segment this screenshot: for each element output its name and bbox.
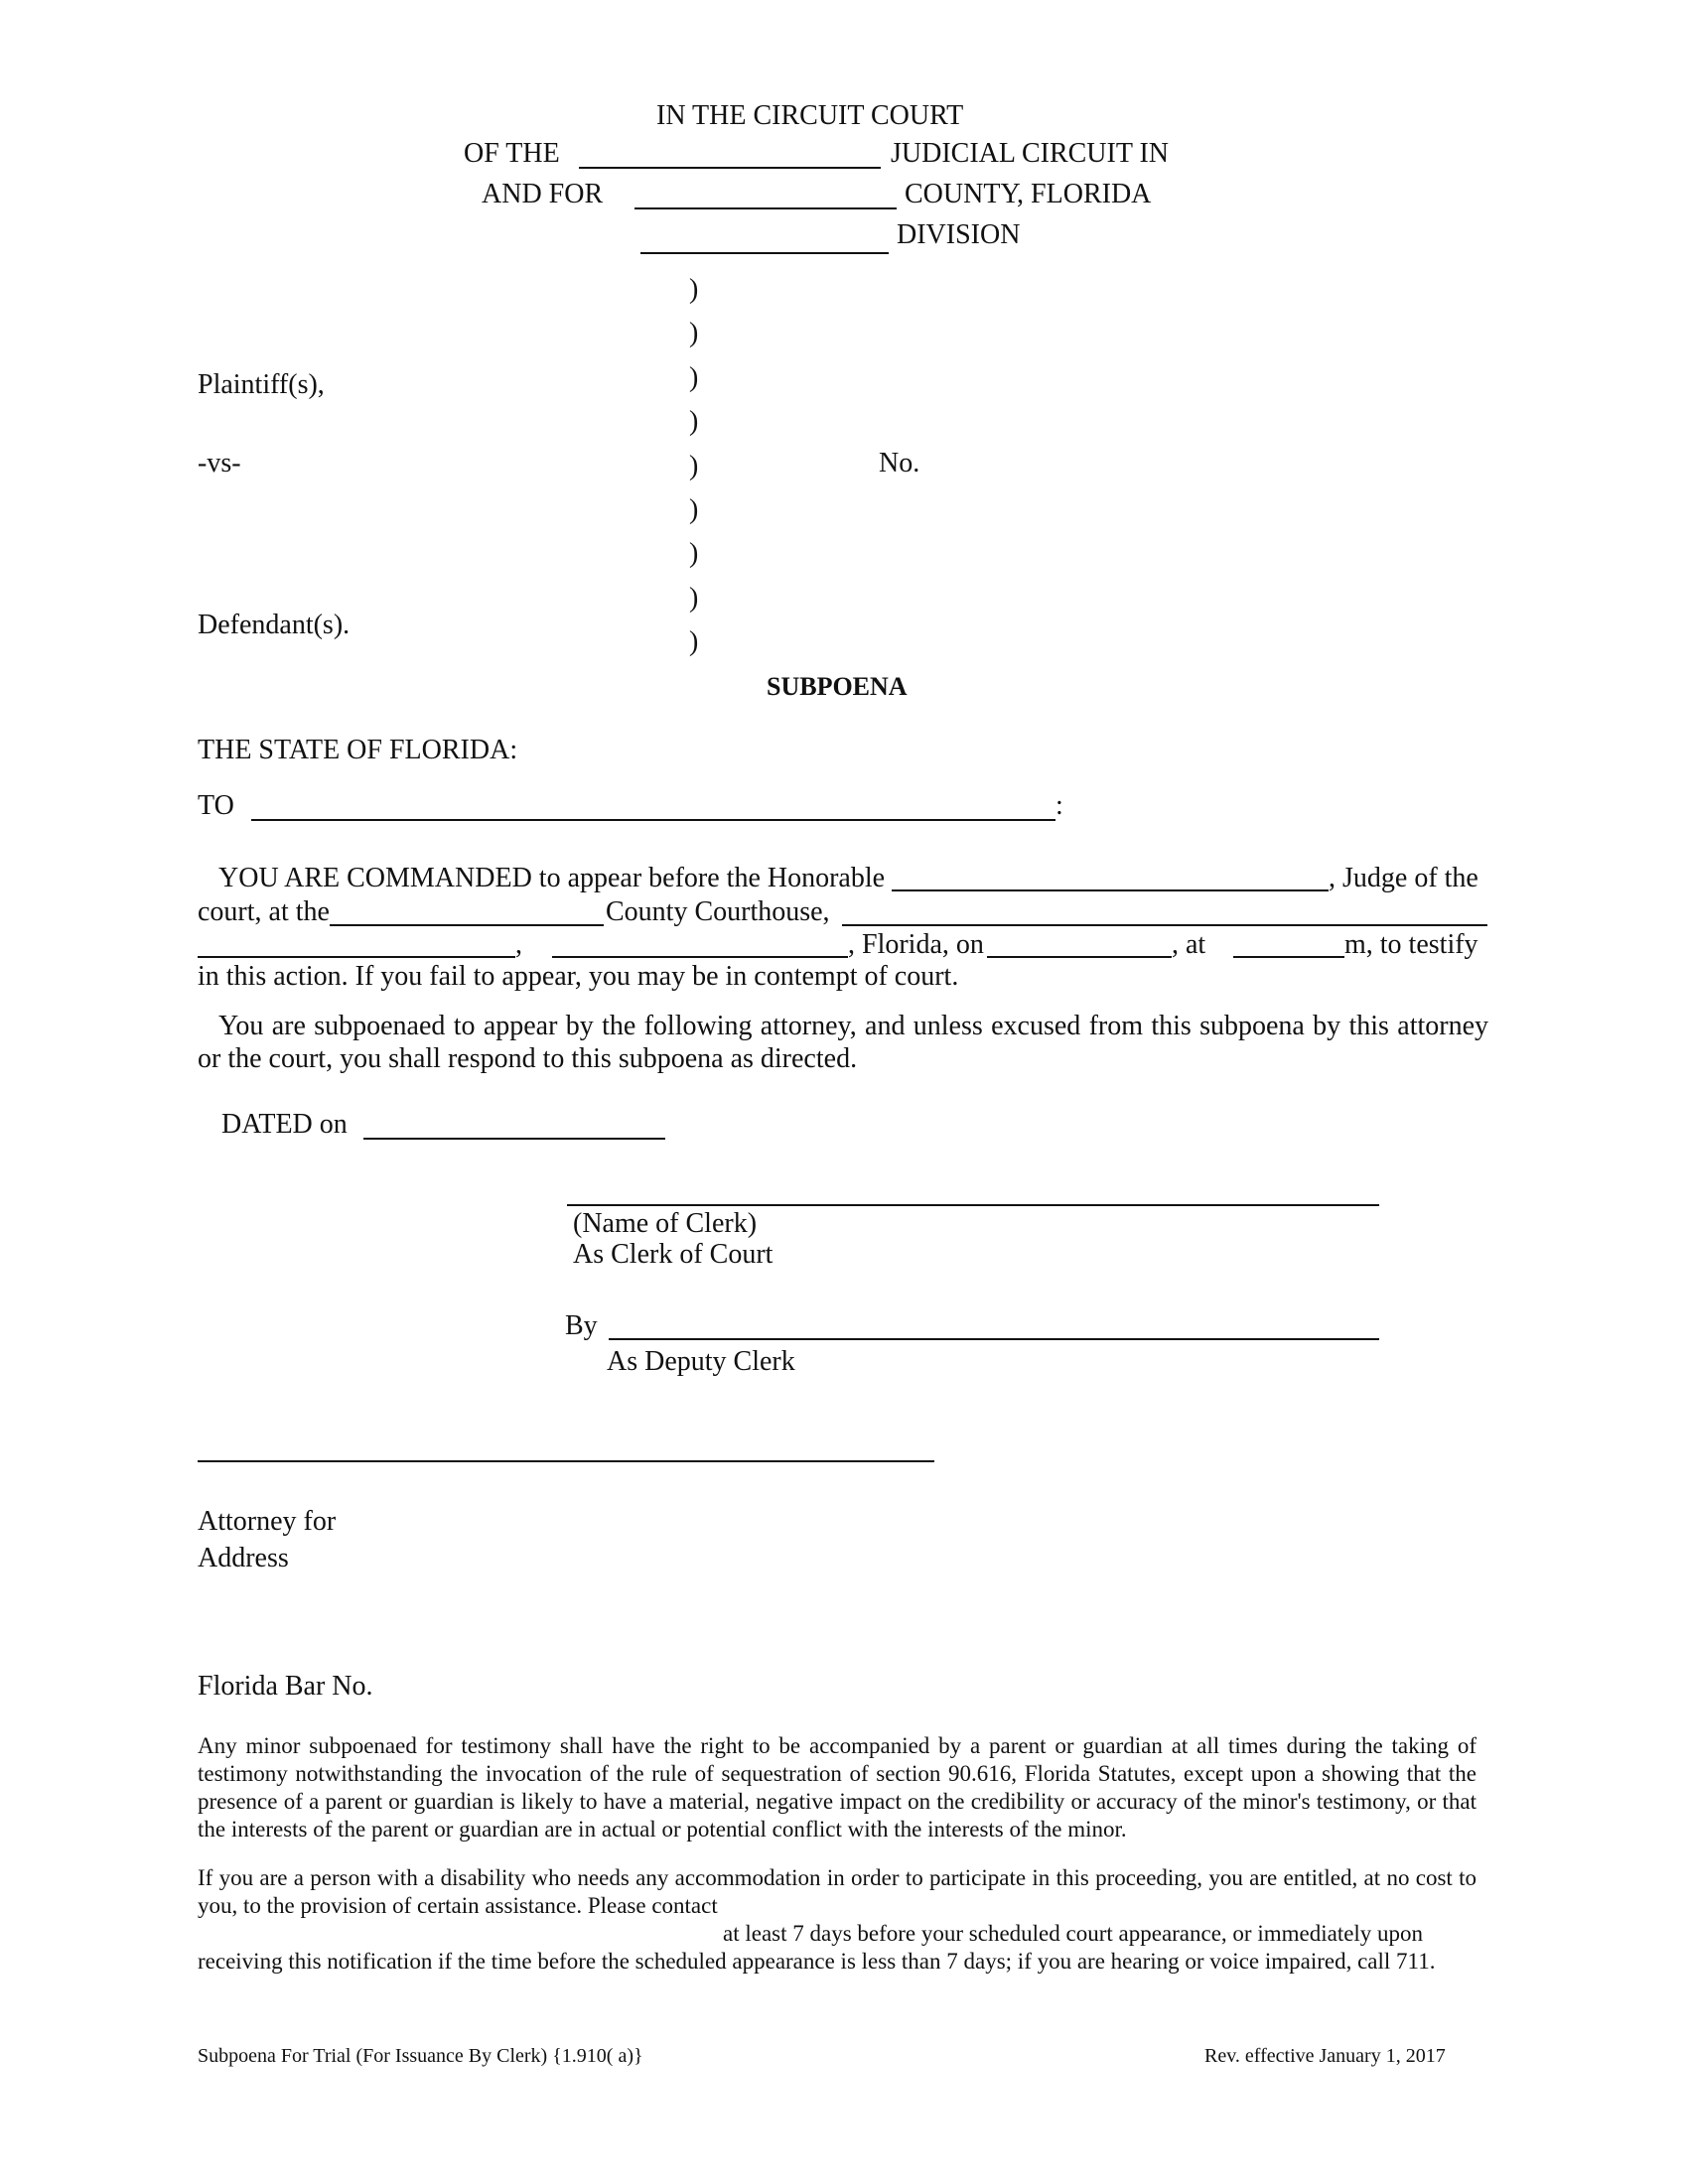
caption-paren: ) bbox=[689, 626, 699, 657]
case-number-label: No. bbox=[879, 448, 920, 478]
form-footer-title: Subpoena For Trial (For Issuance By Clerk) {1.910( a)} bbox=[198, 2045, 643, 2067]
caption-paren: ) bbox=[689, 494, 699, 525]
at-text: , at bbox=[1172, 929, 1206, 960]
division-label: DIVISION bbox=[897, 219, 1021, 250]
caption-paren: ) bbox=[689, 451, 699, 481]
disability-notice-part2: at least 7 days before your scheduled court appearance, or immediately upon bbox=[723, 1921, 1424, 1946]
caption-paren: ) bbox=[689, 318, 699, 348]
disability-notice-part3: receiving this notification if the time before the scheduled appearance is less than 7 days; if you are hearing or voice impaired, call 711. bbox=[198, 1949, 1436, 1974]
caption-paren: ) bbox=[689, 274, 699, 305]
county-courthouse-text: County Courthouse, bbox=[606, 896, 830, 927]
defendant-label: Defendant(s). bbox=[198, 610, 351, 640]
judge-name-blank[interactable] bbox=[892, 889, 1329, 891]
dated-label: DATED on bbox=[221, 1109, 348, 1140]
dated-blank[interactable] bbox=[363, 1138, 665, 1140]
to-colon: : bbox=[1055, 790, 1063, 821]
comma: , bbox=[515, 929, 522, 960]
form-footer-revision: Rev. effective January 1, 2017 bbox=[1204, 2045, 1446, 2067]
clerk-role-label: As Clerk of Court bbox=[573, 1239, 774, 1270]
subpoenaed-paragraph: You are subpoenaed to appear by the following attorney, and unless excused from this subpoena by this attorney or the court, you shall respond to this subpoena as directed. bbox=[198, 1011, 1488, 1074]
caption-paren: ) bbox=[689, 583, 699, 614]
courthouse-county-blank[interactable] bbox=[330, 924, 604, 926]
division-blank[interactable] bbox=[640, 252, 889, 254]
deputy-clerk-label: As Deputy Clerk bbox=[607, 1346, 795, 1377]
by-label: By bbox=[565, 1310, 598, 1341]
circuit-line-prefix: OF THE bbox=[464, 138, 560, 169]
document-title: SUBPOENA bbox=[767, 672, 908, 701]
court-at-text: court, at the bbox=[198, 896, 330, 927]
caption-paren: ) bbox=[689, 406, 699, 437]
judge-of-the-text: , Judge of the bbox=[1329, 863, 1478, 893]
florida-on-text: , Florida, on bbox=[848, 929, 984, 960]
city-blank[interactable] bbox=[552, 956, 848, 958]
date-blank[interactable] bbox=[987, 956, 1172, 958]
courthouse-address-blank[interactable] bbox=[842, 924, 1487, 926]
deputy-signature-line[interactable] bbox=[609, 1338, 1379, 1340]
disability-notice-part1: If you are a person with a disability who needs any accommodation in order to participate in this proceeding, you are entitled, at no cost to you, to the provision of certain assistance. Please contact bbox=[198, 1865, 1477, 1918]
attorney-for-label: Attorney for bbox=[198, 1506, 337, 1537]
versus-label: -vs- bbox=[198, 448, 241, 478]
circuit-number-blank[interactable] bbox=[579, 167, 881, 169]
court-heading: IN THE CIRCUIT COURT bbox=[656, 100, 964, 131]
caption-paren: ) bbox=[689, 538, 699, 569]
caption-paren: ) bbox=[689, 362, 699, 393]
attorney-signature-line[interactable] bbox=[198, 1460, 934, 1462]
testify-text: m, to testify bbox=[1344, 929, 1478, 960]
clerk-signature-line[interactable] bbox=[567, 1204, 1379, 1206]
county-name-blank[interactable] bbox=[634, 207, 897, 209]
to-label: TO bbox=[198, 790, 234, 821]
minor-notice: Any minor subpoenaed for testimony shall have the right to be accompanied by a parent or guardian at all times during the taking of testimony notwithstanding the invocation of the rule of sequestration of section 90.616, Florida Statutes, except upon a showing that the presence of a parent or guardian is likely to have a material, negative impact on the credibility or accuracy of the minor's testimony, or that the interests of the parent or guardian are in actual or potential conflict with the interests of the minor. bbox=[198, 1733, 1477, 1842]
contempt-text: in this action. If you fail to appear, you may be in contempt of court. bbox=[198, 961, 959, 992]
address-label: Address bbox=[198, 1543, 289, 1573]
county-line-suffix: COUNTY, FLORIDA bbox=[905, 179, 1152, 209]
circuit-line-suffix: JUDICIAL CIRCUIT IN bbox=[891, 138, 1169, 169]
address-line-blank[interactable] bbox=[198, 956, 515, 958]
plaintiff-label: Plaintiff(s), bbox=[198, 369, 325, 400]
witness-name-blank[interactable] bbox=[251, 819, 1055, 821]
florida-bar-label: Florida Bar No. bbox=[198, 1671, 373, 1702]
time-blank[interactable] bbox=[1233, 956, 1344, 958]
county-line-prefix: AND FOR bbox=[482, 179, 604, 209]
commanded-text: YOU ARE COMMANDED to appear before the Honorable bbox=[218, 863, 886, 893]
clerk-name-label: (Name of Clerk) bbox=[573, 1208, 758, 1239]
state-of-florida: THE STATE OF FLORIDA: bbox=[198, 735, 518, 765]
